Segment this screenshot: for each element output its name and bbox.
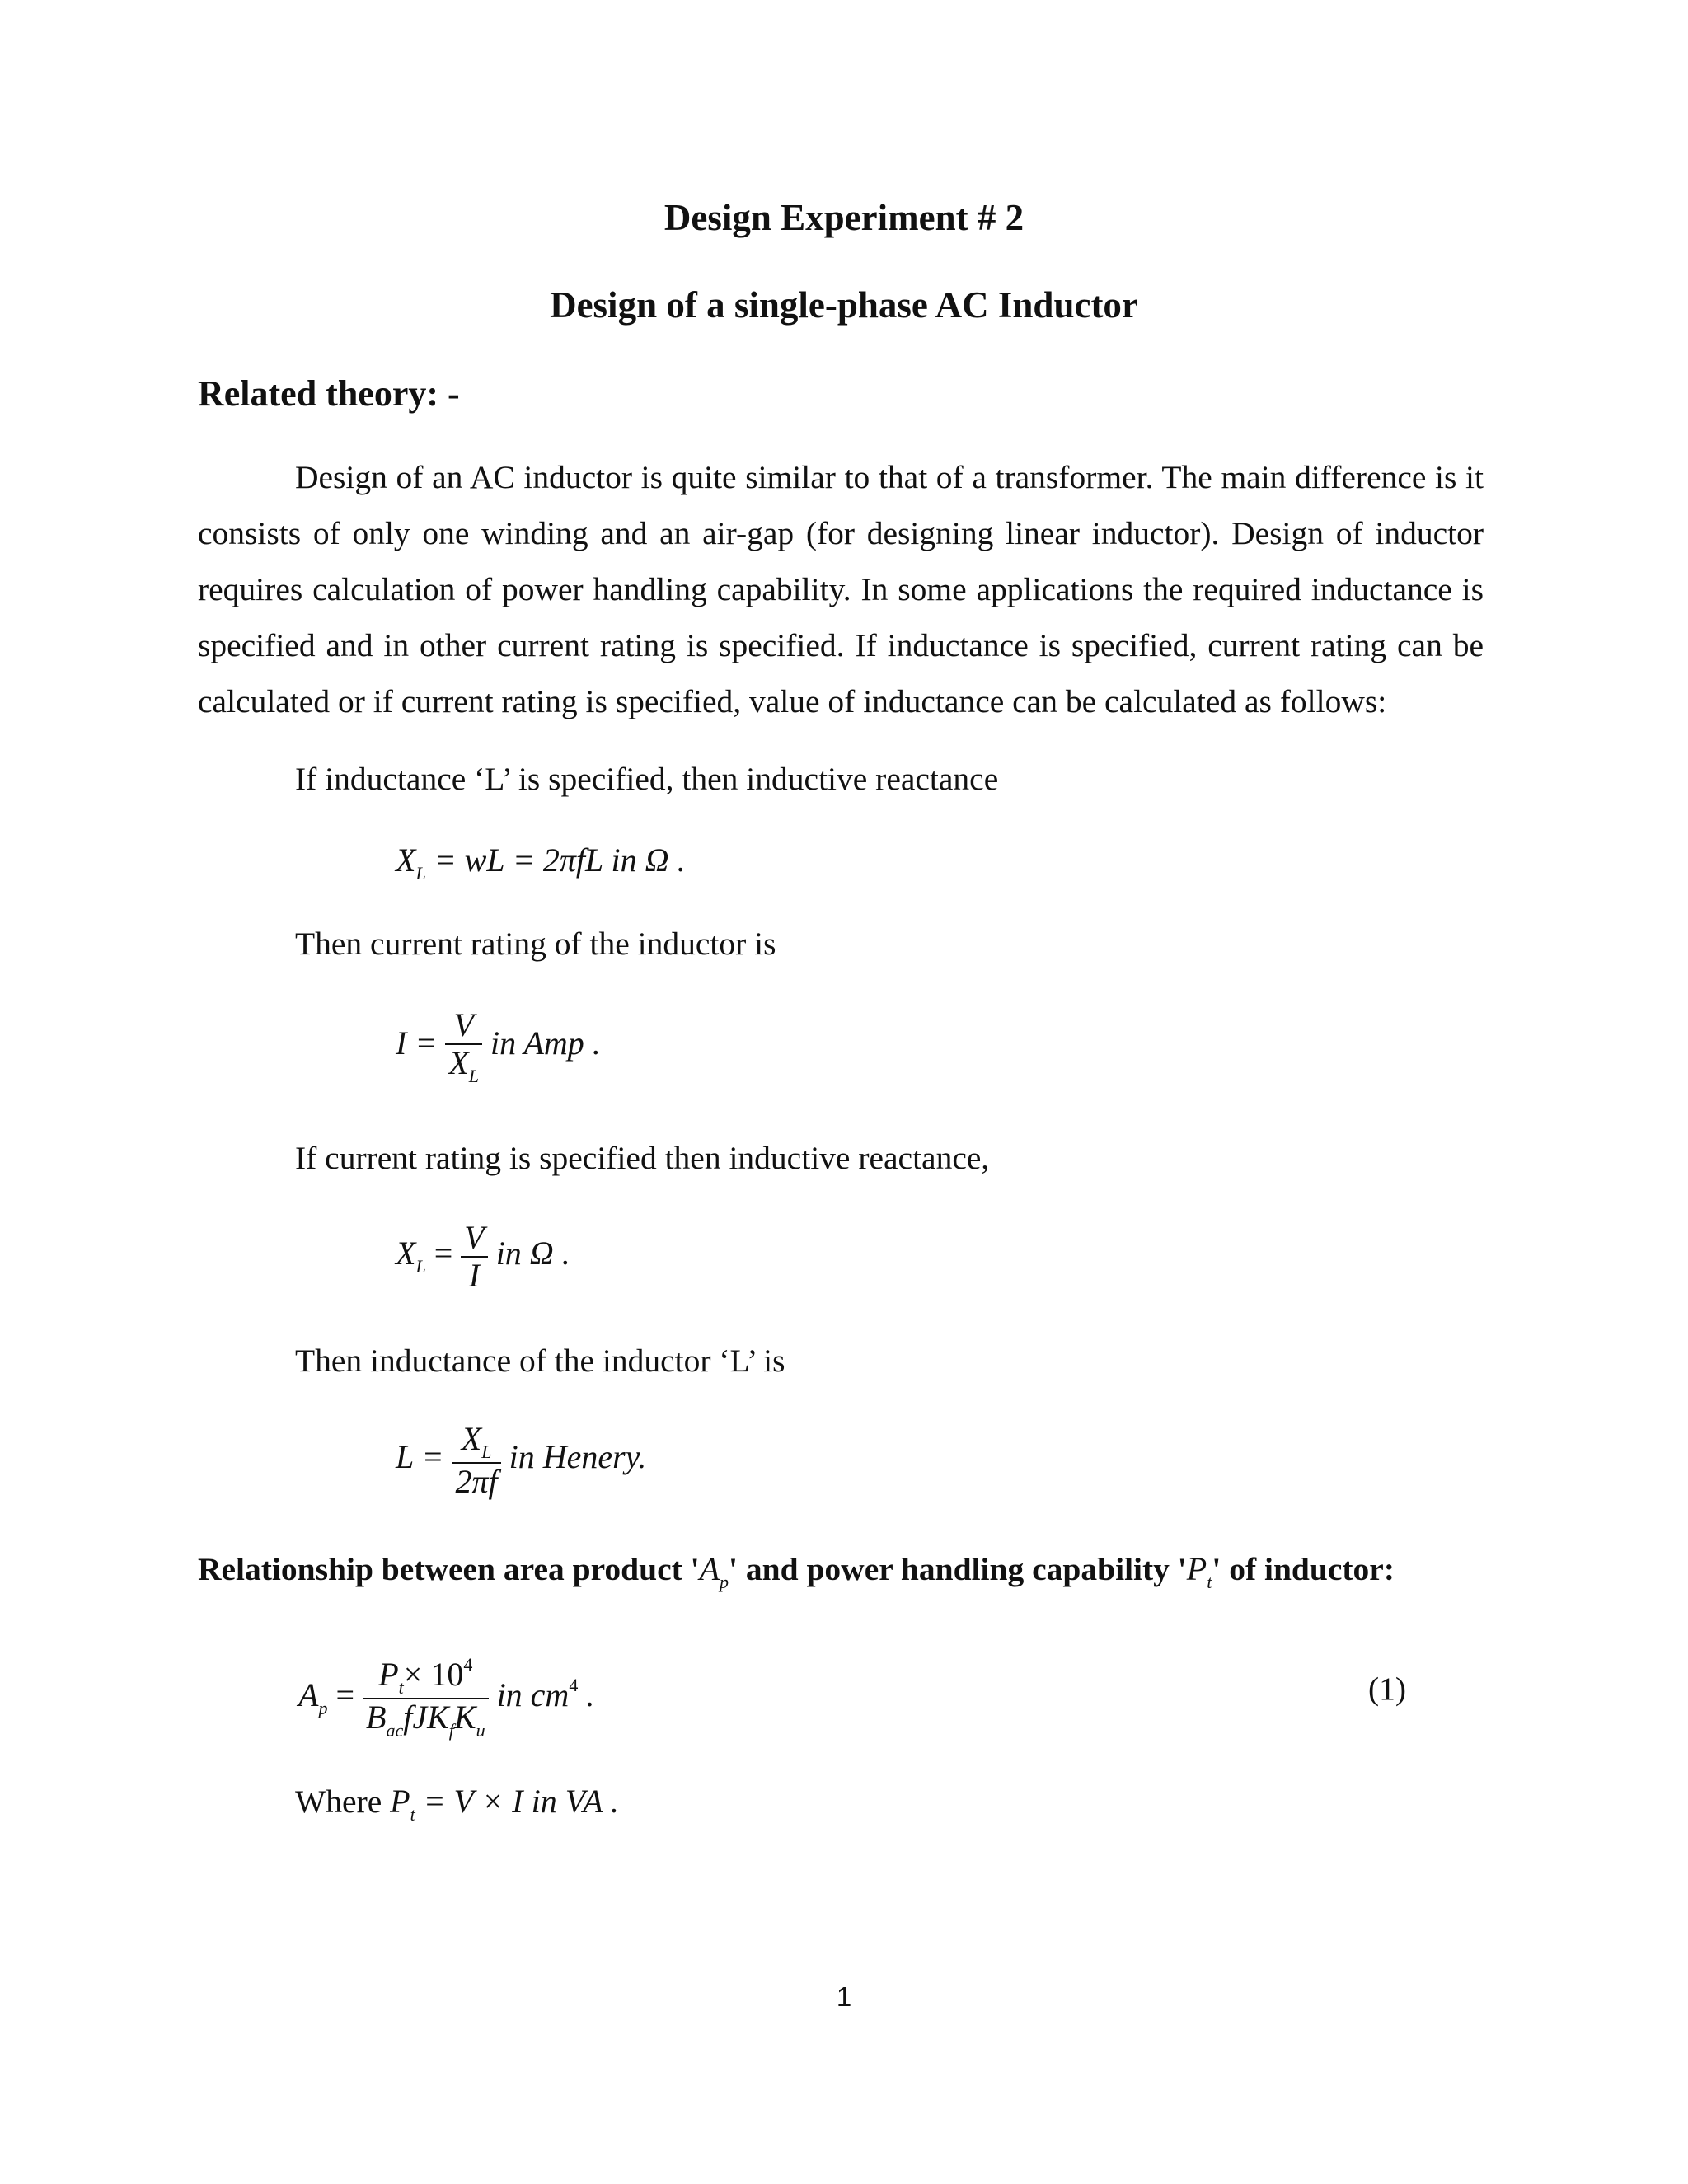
eq1-lhs-sub: L	[415, 863, 426, 883]
relationship-part3: ' of inductor:	[1212, 1551, 1395, 1587]
then-inductance-line: Then inductance of the inductor ‘L’ is	[295, 1343, 785, 1379]
eq5-unit-end: .	[578, 1676, 595, 1714]
eq4-denominator: 2πf	[455, 1463, 498, 1500]
document-subtitle: Design of a single-phase AC Inductor	[550, 284, 1138, 326]
eq5-lhs: A	[298, 1676, 319, 1714]
eq4-fraction	[452, 1421, 501, 1500]
eq2-unit: in Amp .	[490, 1024, 601, 1062]
eq3-denominator: I	[468, 1257, 481, 1294]
relationship-ap-sub: p	[720, 1572, 729, 1592]
eq3-fraction	[461, 1220, 487, 1294]
eq3-lhs-sub: L	[415, 1256, 426, 1277]
eq5-equals: =	[335, 1676, 354, 1714]
relationship-pt-sub: t	[1207, 1572, 1212, 1592]
eq5-unit-sup: 4	[569, 1675, 579, 1696]
eq5-unit: in cm	[496, 1676, 570, 1714]
where-line	[295, 1782, 619, 1825]
eq5-fraction	[363, 1654, 489, 1741]
intro-paragraph-text: Design of an AC inductor is quite similar to that of a transformer. The main difference is it consists of only one winding and an air-gap (for designing linear inductor). Design of inductor requires calculation of power handling capability. In some applications the required inductance is specified and in other current rating is specified. If inductance is specified, current rating can be calculated or if current rating is specified, value of inductance can be calculated as follows:	[198, 459, 1484, 719]
eq5-lhs-sub: p	[318, 1698, 328, 1719]
eq2-fraction	[445, 1007, 482, 1086]
eq4-num-sub: L	[481, 1441, 492, 1462]
eq5-denominator	[363, 1699, 489, 1741]
section-heading: Related theory: -	[198, 373, 460, 414]
if-inductance-line: If inductance ‘L’ is specified, then inductive reactance	[295, 761, 999, 797]
then-current-line: Then current rating of the inductor is	[295, 926, 776, 962]
intro-paragraph	[198, 449, 1484, 729]
relationship-heading	[198, 1549, 1395, 1592]
equation-reactance-from-current	[396, 1220, 570, 1294]
equation-current	[396, 1007, 601, 1086]
eq1-rhs: = wL = 2πfL in Ω .	[434, 841, 686, 879]
eq2-den-sub: L	[468, 1066, 479, 1086]
eq4-numerator	[458, 1421, 495, 1462]
eq5-num-sup: 4	[463, 1654, 473, 1675]
eq4-unit: in Henery.	[509, 1438, 647, 1476]
eq2-numerator: V	[453, 1006, 474, 1043]
where-rest: = V × I in VA .	[423, 1783, 619, 1820]
eq5-num-p-sub: t	[398, 1677, 404, 1698]
equation-reactance-from-inductance	[396, 841, 686, 883]
where-p-sub: t	[410, 1804, 415, 1825]
eq5-num-rest: × 10	[403, 1656, 464, 1693]
eq2-lhs: I =	[396, 1024, 438, 1062]
eq5-den-ku-sub: u	[476, 1720, 485, 1741]
eq1-lhs: X	[396, 841, 416, 879]
eq4-lhs: L =	[396, 1438, 444, 1476]
relationship-ap: A	[699, 1550, 720, 1587]
eq3-numerator: V	[464, 1219, 485, 1256]
relationship-part2: ' and power handling capability '	[729, 1551, 1187, 1587]
relationship-part1: Relationship between area product '	[198, 1551, 700, 1587]
eq5-den-b: B	[366, 1699, 387, 1736]
equation-inductance	[396, 1421, 646, 1500]
equation-number: (1)	[1368, 1671, 1407, 1707]
eq5-numerator	[375, 1654, 476, 1698]
eq5-den-kf-sub: f	[448, 1720, 454, 1741]
document-title: Design Experiment # 2	[663, 197, 1025, 238]
eq3-unit: in Ω .	[495, 1235, 570, 1272]
equation-area-product	[298, 1654, 595, 1741]
page-number: 1	[836, 1981, 852, 2012]
eq4-num-main: X	[461, 1420, 482, 1457]
where-word: Where	[295, 1783, 382, 1820]
eq2-denominator	[445, 1045, 482, 1086]
eq5-den-mid: fJK	[403, 1699, 449, 1736]
eq3-lhs: X	[396, 1235, 416, 1272]
relationship-pt: P	[1186, 1550, 1207, 1587]
if-current-line: If current rating is specified then inductive reactance,	[295, 1140, 990, 1176]
eq5-den-b-sub: ac	[386, 1720, 404, 1741]
eq5-den-k: K	[453, 1699, 476, 1736]
eq2-den-main: X	[448, 1044, 469, 1081]
eq5-num-p: P	[378, 1656, 399, 1693]
eq3-equals: =	[434, 1235, 453, 1272]
where-p: P	[390, 1783, 410, 1820]
